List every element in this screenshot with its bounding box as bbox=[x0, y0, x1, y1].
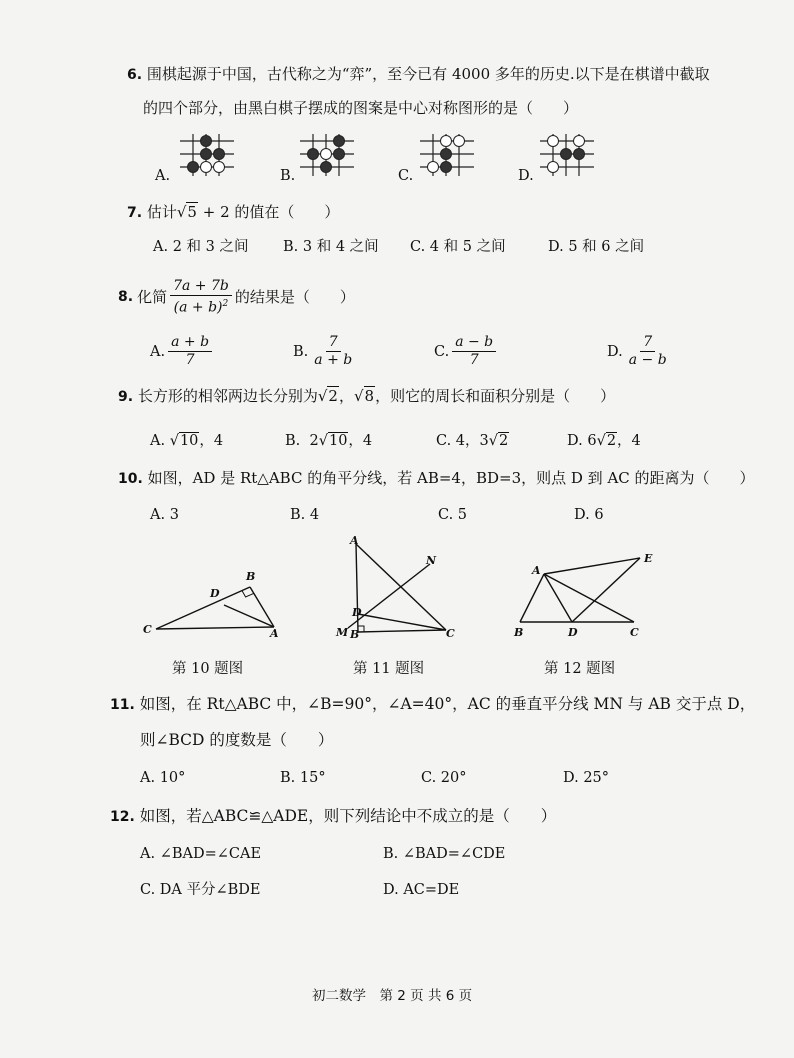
q8-option-c: C. $\frac{a - b}{7}$ bbox=[434, 334, 499, 369]
figure-12-caption: 第 12 题图 bbox=[544, 661, 616, 677]
question-6-number: 6. bbox=[127, 67, 143, 83]
fig11-label-c: C bbox=[446, 627, 455, 640]
go-board-b bbox=[298, 132, 356, 178]
question-7-number: 7. bbox=[127, 205, 143, 221]
question-9-suffix: ，则它的周长和面积分别是（ ） bbox=[375, 387, 616, 405]
question-11-text-1: 如图，在 Rt△ABC 中，∠B=90°，∠A=40°，AC 的垂直平分线 MN 与 AB 交于点 D， bbox=[139, 695, 756, 713]
figure-11-caption: 第 11 题图 bbox=[353, 661, 425, 677]
go-board-c bbox=[418, 132, 476, 178]
question-7-prefix: 估计 bbox=[146, 203, 177, 221]
q6-option-a-label: A. bbox=[155, 168, 171, 184]
question-11-line-2: 则∠BCD 的度数是（ ） bbox=[140, 731, 334, 749]
question-9: 9. 长方形的相邻两边长分别为√2，√8，则它的周长和面积分别是（ ） bbox=[118, 387, 616, 405]
q10-option-b: B. 4 bbox=[290, 507, 320, 523]
q11-option-d: D. 25° bbox=[563, 770, 610, 786]
q10-option-d: D. 6 bbox=[574, 507, 604, 523]
q6-option-b-label: B. bbox=[280, 168, 296, 184]
figure-12 bbox=[508, 548, 668, 644]
fig11-label-a: A bbox=[350, 536, 359, 547]
q11-option-a: A. 10° bbox=[140, 770, 186, 786]
q9-option-d: D. 6√2，4 bbox=[567, 433, 641, 449]
q9-option-a: A. √10，4 bbox=[150, 433, 224, 449]
question-11-number: 11. bbox=[110, 697, 135, 713]
figure-10 bbox=[138, 565, 288, 645]
figure-10-caption: 第 10 题图 bbox=[172, 661, 244, 677]
q12-option-a: A. ∠BAD=∠CAE bbox=[140, 846, 262, 862]
q6-option-c-label: C. bbox=[398, 168, 414, 184]
q8-option-b: B. $\frac{7}{a + b}$ bbox=[293, 334, 353, 368]
question-6-line-1 bbox=[127, 64, 710, 85]
fig12-label-b: B bbox=[514, 626, 524, 639]
q7-option-d: D. 5 和 6 之间 bbox=[548, 239, 645, 255]
q7-option-b: B. 3 和 4 之间 bbox=[283, 239, 379, 255]
question-9-prefix: 长方形的相邻两边长分别为 bbox=[137, 387, 318, 405]
q8-option-a: A. $\frac{a + b}{7}$ bbox=[150, 334, 215, 369]
question-7 bbox=[127, 202, 339, 223]
fig12-label-e: E bbox=[644, 552, 653, 565]
page-footer: 初二数学 第 2 页 共 6 页 bbox=[312, 988, 473, 1004]
question-12 bbox=[110, 806, 556, 827]
question-7-suffix: + 2 的值在（ ） bbox=[202, 203, 340, 221]
q6-option-d-label: D. bbox=[518, 168, 534, 184]
question-8-number: 8. bbox=[118, 289, 134, 306]
go-board-a bbox=[178, 132, 236, 178]
q10-option-a: A. 3 bbox=[150, 507, 179, 523]
fig10-label-d: D bbox=[210, 587, 220, 600]
sqrt-5: √5 bbox=[176, 203, 197, 221]
q10-option-c: C. 5 bbox=[438, 507, 468, 523]
question-12-number: 12. bbox=[110, 809, 135, 825]
q8-option-d: D. $\frac{7}{a - b}$ bbox=[607, 334, 667, 368]
fig11-label-d: D bbox=[352, 606, 362, 619]
fig10-label-b: B bbox=[246, 570, 256, 583]
question-8-suffix: 的结果是（ ） bbox=[234, 288, 355, 307]
question-10-number: 10. bbox=[118, 471, 143, 487]
question-10 bbox=[118, 468, 755, 489]
q11-option-b: B. 15° bbox=[280, 770, 326, 786]
sqrt-8: √8 bbox=[353, 387, 375, 405]
question-8-prefix: 化简 bbox=[137, 288, 168, 307]
question-12-text: 如图，若△ABC≌△ADE，则下列结论中不成立的是（ ） bbox=[139, 807, 557, 825]
question-8 bbox=[118, 278, 355, 317]
fig12-label-c: C bbox=[630, 626, 639, 639]
question-9-number: 9. bbox=[118, 389, 134, 405]
q12-option-c: C. DA 平分∠BDE bbox=[140, 882, 261, 898]
fig11-label-b: B bbox=[350, 628, 360, 641]
q11-option-c: C. 20° bbox=[421, 770, 467, 786]
question-8-fraction: $\frac{7a + 7b}{(a + b)^2}$ bbox=[170, 278, 232, 317]
q7-option-c: C. 4 和 5 之间 bbox=[410, 239, 506, 255]
q12-option-d: D. AC=DE bbox=[383, 882, 460, 898]
q12-option-b: B. ∠BAD=∠CDE bbox=[383, 846, 506, 862]
fig12-label-a: A bbox=[532, 564, 541, 577]
question-6-text-1: 围棋起源于中国，古代称之为“弈”，至今已有 4000 多年的历史.以下是在棋谱中截取 bbox=[146, 65, 710, 83]
fig11-label-n: N bbox=[426, 554, 437, 567]
question-6-line-2: 的四个部分，由黑白棋子摆成的图案是中心对称图形的是（ ） bbox=[143, 99, 579, 117]
q9-option-c: C. 4，3√2 bbox=[436, 433, 509, 449]
q7-option-a: A. 2 和 3 之间 bbox=[153, 239, 249, 255]
fig11-label-m: M bbox=[336, 626, 349, 639]
fig10-label-a: A bbox=[270, 627, 279, 640]
figure-11 bbox=[334, 536, 464, 644]
question-11-line-1 bbox=[110, 694, 755, 715]
fig12-label-d: D bbox=[568, 626, 578, 639]
fig10-label-c: C bbox=[143, 623, 152, 636]
q9-option-b: B. 2√10，4 bbox=[285, 433, 373, 449]
go-board-d bbox=[538, 132, 596, 178]
sqrt-2: √2 bbox=[317, 387, 338, 405]
question-10-text: 如图，AD 是 Rt△ABC 的角平分线，若 AB=4，BD=3，则点 D 到 AC 的距离为（ ） bbox=[147, 469, 755, 487]
